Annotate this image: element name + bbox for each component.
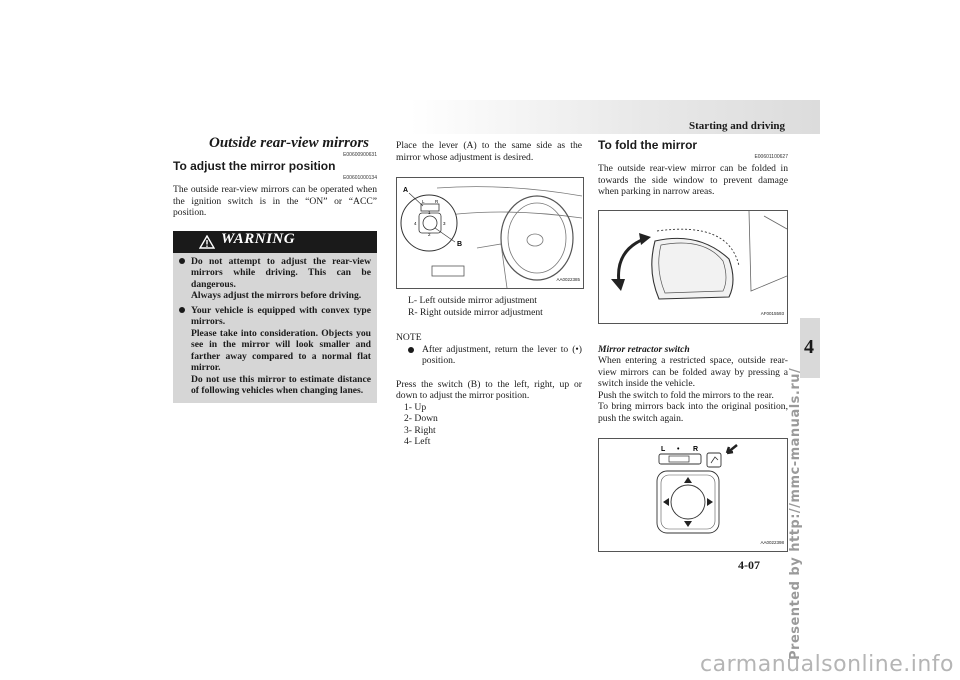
figure-code: AF0015593 [760,311,784,316]
note-text: After adjustment, return the lever to (•) position. [422,343,582,366]
bullet-icon [179,307,185,313]
fold-text: The outside rear-view mirror can be folded in towards the side window to prevent damage when parking in narrow areas. [598,163,788,197]
warning-item [173,253,377,302]
vertical-watermark [770,367,810,680]
vertical-watermark-text: Presented by http://mmc-manuals.ru/ [788,367,803,660]
warning-item-text: Your vehicle is equipped with convex type mirrors. Please take into consideration. Objects you see in the mirror will look smaller and farther away compared to a normal flat mirror. Do not use this mirror to estimate distance of following vehicles when changing lanes. [191,304,371,396]
warning-triangle-icon [199,235,215,249]
section-title: Outside rear-view mirrors [209,135,370,151]
switch-label-l: L [661,446,666,453]
press-text: Press the switch (B) to the left, right, up or down to adjust the mirror position. [396,378,582,401]
note-item [396,344,582,367]
fold-title: To fold the mirror [598,138,698,152]
warning-item-text: Do not attempt to adjust the rear-view mirrors while driving. This can be dangerous. Always adjust the mirrors before driving. [191,255,371,301]
bullet-icon [179,258,185,264]
direction-list [396,402,582,448]
retractor-text: When entering a restricted space, outside rear-view mirrors can be folded away by pressing a switch inside the vehicle. Push the switch to fold the mirrors to the rear. To bring mirrors back into the original position, push the switch again. [598,355,788,424]
switch-label-dot: • [677,446,680,453]
fold-figure [598,210,788,324]
dashboard-illustration [397,178,583,288]
figure-label-3: 3 [443,221,446,226]
mirror-fold-illustration [599,211,787,323]
legend-item: L- Left outside mirror adjustment [408,295,537,306]
lever-text: Place the lever (A) to the same side as the mirror whose adjustment is desired. [396,140,582,163]
figure-label-r: R [435,199,439,204]
chapter-tab-number: 4 [804,336,814,358]
footer-watermark[interactable]: carmanualsonline.info [700,652,954,677]
figure-code: AA0022398 [760,539,784,545]
column-right [598,140,788,552]
retractor-title: Mirror retractor switch [598,343,690,355]
figure-label-l: L [422,199,425,204]
fold-code: E00601100627 [754,153,788,160]
warning-label: WARNING [221,230,296,247]
figure-label-a: A [403,187,409,194]
direction-item: 2- Down [404,413,438,424]
warning-item [173,302,377,397]
section-code: E00600900631 [343,151,377,158]
adjust-text: The outside rear-view mirrors can be operated when the ignition switch is in the “ON” or “ACC” position. [173,184,377,218]
switch-panel-illustration [599,439,787,551]
warning-header [173,231,377,253]
bullet-icon [408,347,414,353]
legend-item: R- Right outside mirror adjustment [408,306,543,318]
figure-label-1: 1 [428,210,431,215]
direction-item: 1- Up [404,401,427,413]
column-left [173,135,377,403]
figure-label-2: 2 [428,232,431,237]
lever-figure [396,177,584,289]
figure-code: AA0022385 [556,276,580,282]
adjust-code: E00601000134 [343,174,377,181]
figure-label-4: 4 [414,221,417,226]
chapter-tab [800,318,820,378]
lever-legend [396,295,582,318]
warning-box [173,231,377,403]
figure-label-b: B [457,241,463,248]
switch-label-r: R [693,446,699,453]
switch-figure [598,438,788,552]
note-label: NOTE [396,332,422,343]
direction-item: 4- Left [404,436,431,447]
chapter-title: Starting and driving [689,120,785,132]
direction-item: 3- Right [404,424,436,436]
adjust-title: To adjust the mirror position [173,159,336,173]
page-number: 4-07 [738,558,760,572]
column-middle [396,140,582,448]
